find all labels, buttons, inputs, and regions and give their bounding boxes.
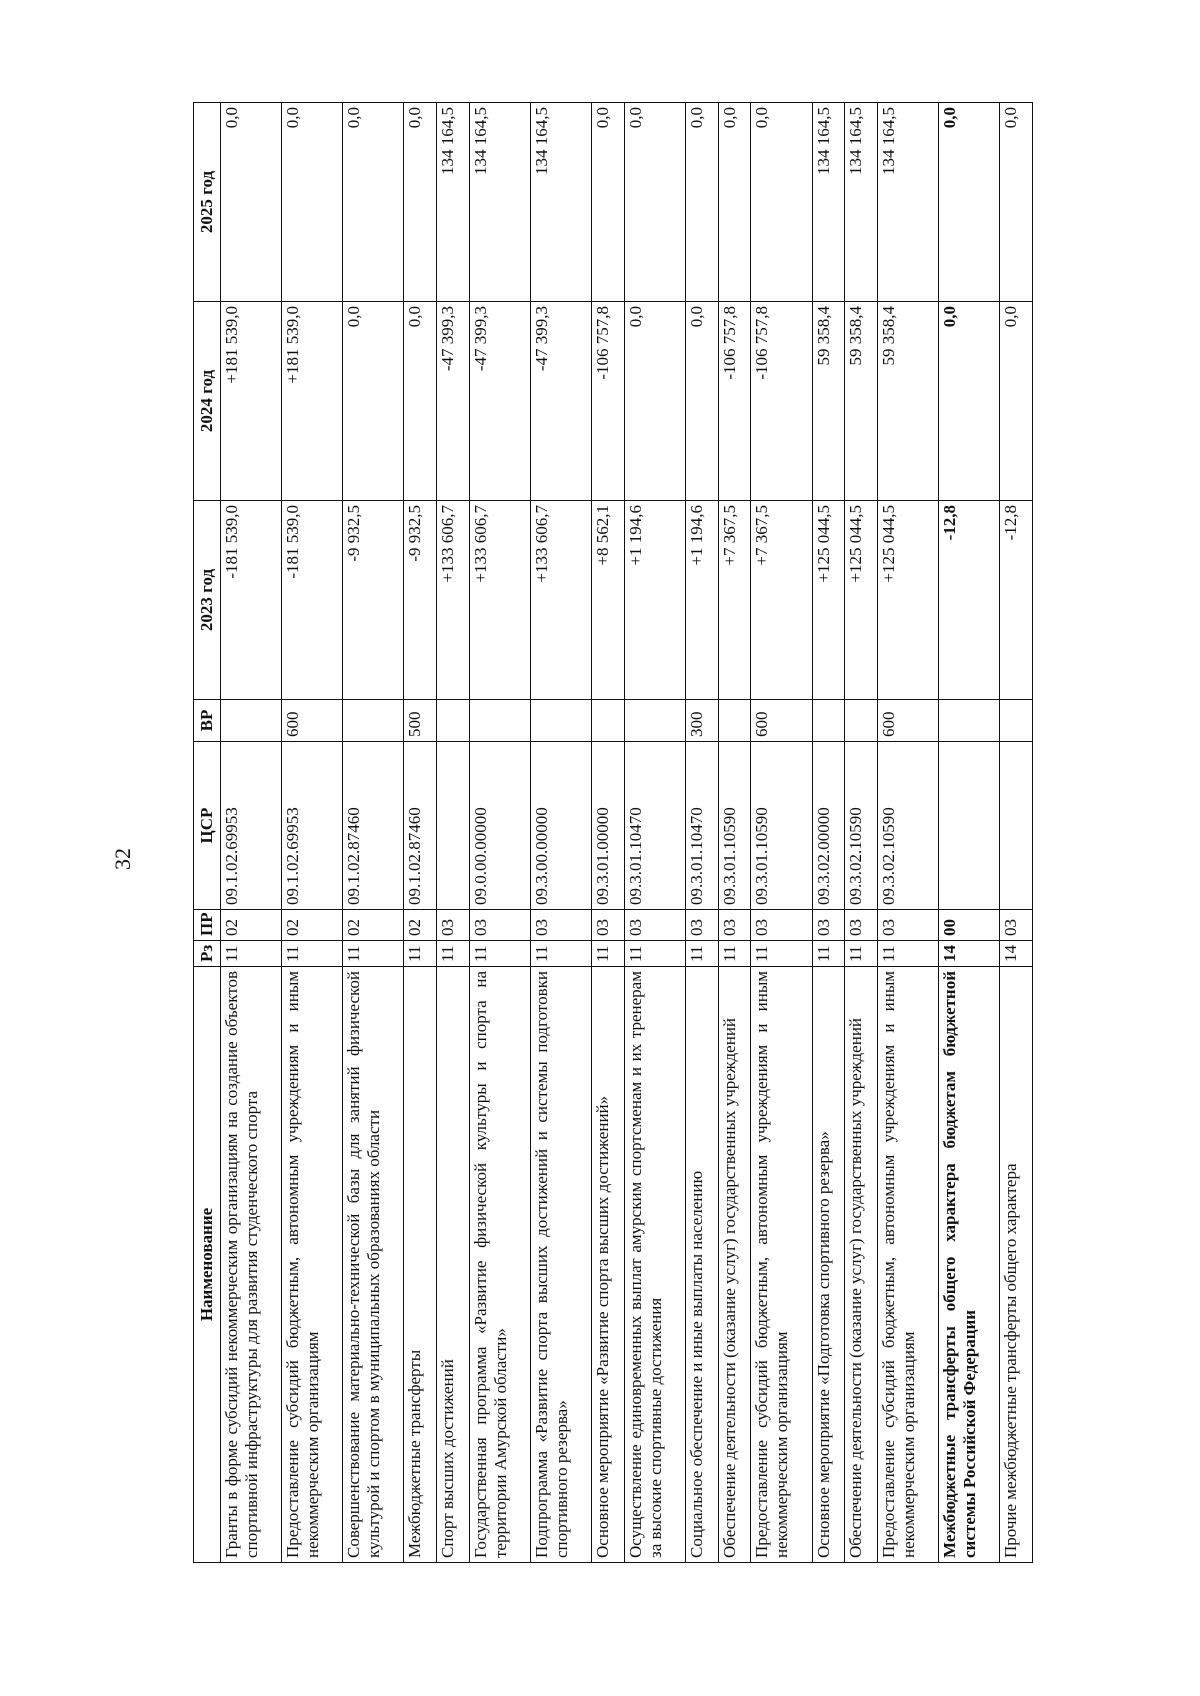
row-csr: 09.3.01.10590 (718, 742, 751, 910)
row-2024: -106 757,8 (592, 302, 625, 501)
row-vr (437, 700, 470, 742)
row-rz: 11 (221, 941, 282, 967)
row-vr (221, 700, 282, 742)
row-2023: +125 044,5 (877, 501, 938, 700)
row-2025: 134 164,5 (845, 103, 878, 302)
row-2025: 0,0 (624, 103, 685, 302)
row-vr: 600 (877, 700, 938, 742)
table-row (343, 103, 404, 1563)
row-2025: 0,0 (751, 103, 812, 302)
row-2023: +1 194,6 (685, 501, 718, 700)
row-csr: 09.0.00.00000 (469, 742, 530, 910)
header-vr: ВР (194, 700, 221, 742)
row-rz: 11 (530, 941, 591, 967)
row-rz: 11 (812, 941, 845, 967)
row-2023: +1 194,6 (624, 501, 685, 700)
table-row (282, 103, 343, 1563)
budget-table (193, 102, 1033, 1563)
row-rz: 11 (343, 941, 404, 967)
row-pr: 02 (221, 910, 282, 941)
row-2025: 134 164,5 (877, 103, 938, 302)
row-2023: +133 606,7 (469, 501, 530, 700)
row-2023: -181 539,0 (282, 501, 343, 700)
row-2024: 59 358,4 (812, 302, 845, 501)
row-csr: 09.1.02.87460 (343, 742, 404, 910)
row-2024: 0,0 (939, 302, 1000, 501)
row-vr: 300 (685, 700, 718, 742)
row-vr (343, 700, 404, 742)
row-rz: 11 (877, 941, 938, 967)
table-row (685, 103, 718, 1563)
row-csr: 09.3.02.10590 (845, 742, 878, 910)
row-pr: 03 (751, 910, 812, 941)
row-2023: +8 562,1 (592, 501, 625, 700)
row-vr: 500 (404, 700, 437, 742)
row-name: Обеспечение деятельности (оказание услуг) государственных учреждений (845, 967, 878, 1563)
row-2024: +181 539,0 (221, 302, 282, 501)
row-name: Гранты в форме субсидий некоммерческим организациям на создание объектов спортивной инфраструктуры для развития студенческого спорта (221, 967, 282, 1563)
row-2025: 134 164,5 (530, 103, 591, 302)
row-pr: 03 (437, 910, 470, 941)
row-pr: 03 (845, 910, 878, 941)
row-rz: 11 (404, 941, 437, 967)
row-rz: 14 (1000, 941, 1033, 967)
row-2023: +133 606,7 (530, 501, 591, 700)
row-rz: 11 (624, 941, 685, 967)
row-rz: 11 (469, 941, 530, 967)
row-rz: 11 (751, 941, 812, 967)
header-2025: 2025 год (194, 103, 221, 302)
row-name: Подпрограмма «Развитие спорта высших достижений и системы подготовки спортивного резерва» (530, 967, 591, 1563)
row-pr: 03 (469, 910, 530, 941)
row-2025: 134 164,5 (812, 103, 845, 302)
row-name: Осуществление единовременных выплат амурским спортсменам и их тренерам за высокие спортивные достижения (624, 967, 685, 1563)
row-name: Государственная программа «Развитие физической культуры и спорта на территории Амурской области» (469, 967, 530, 1563)
budget-table-container (193, 103, 1033, 1563)
row-rz: 11 (592, 941, 625, 967)
table-row (718, 103, 751, 1563)
row-csr (939, 742, 1000, 910)
row-pr: 02 (282, 910, 343, 941)
table-body (221, 103, 1033, 1563)
header-2024: 2024 год (194, 302, 221, 501)
row-csr: 09.3.01.10470 (685, 742, 718, 910)
row-name: Прочие межбюджетные трансферты общего характера (1000, 967, 1033, 1563)
row-vr (592, 700, 625, 742)
row-rz: 11 (282, 941, 343, 967)
row-name: Межбюджетные трансферты (404, 967, 437, 1563)
row-2024: -47 399,3 (469, 302, 530, 501)
row-vr: 600 (751, 700, 812, 742)
row-vr (845, 700, 878, 742)
row-2025: 0,0 (685, 103, 718, 302)
row-name: Обеспечение деятельности (оказание услуг) государственных учреждений (718, 967, 751, 1563)
row-2024: 0,0 (1000, 302, 1033, 501)
row-2023: -12,8 (1000, 501, 1033, 700)
row-2024: -106 757,8 (751, 302, 812, 501)
row-rz: 11 (845, 941, 878, 967)
row-csr: 09.1.02.69953 (282, 742, 343, 910)
row-2023: +125 044,5 (812, 501, 845, 700)
row-pr: 00 (939, 910, 1000, 941)
row-vr (530, 700, 591, 742)
row-2024: 0,0 (404, 302, 437, 501)
row-2023: -9 932,5 (404, 501, 437, 700)
table-row (939, 103, 1000, 1563)
table-row (221, 103, 282, 1563)
row-2023: +7 367,5 (718, 501, 751, 700)
row-pr: 03 (812, 910, 845, 941)
row-csr: 09.1.02.69953 (221, 742, 282, 910)
row-2025: 134 164,5 (437, 103, 470, 302)
row-2025: 0,0 (1000, 103, 1033, 302)
header-rz: Рз (194, 941, 221, 967)
row-csr: 09.3.02.10590 (877, 742, 938, 910)
row-2025: 134 164,5 (469, 103, 530, 302)
row-pr: 03 (592, 910, 625, 941)
row-name: Основное мероприятие «Развитие спорта высших достижений» (592, 967, 625, 1563)
row-2024: 0,0 (624, 302, 685, 501)
row-csr: 09.1.02.87460 (404, 742, 437, 910)
row-pr: 03 (877, 910, 938, 941)
row-csr: 09.3.01.00000 (592, 742, 625, 910)
row-vr (939, 700, 1000, 742)
row-name: Спорт высших достижений (437, 967, 470, 1563)
header-csr: ЦСР (194, 742, 221, 910)
row-2023: +7 367,5 (751, 501, 812, 700)
row-2023: -181 539,0 (221, 501, 282, 700)
row-2024: 59 358,4 (845, 302, 878, 501)
row-2025: 0,0 (343, 103, 404, 302)
row-2023: -12,8 (939, 501, 1000, 700)
row-csr: 09.3.01.10590 (751, 742, 812, 910)
table-row (437, 103, 470, 1563)
row-rz: 11 (685, 941, 718, 967)
row-vr (812, 700, 845, 742)
row-2024: 59 358,4 (877, 302, 938, 501)
table-row (845, 103, 878, 1563)
row-csr: 09.3.02.00000 (812, 742, 845, 910)
row-rz: 14 (939, 941, 1000, 967)
row-vr (624, 700, 685, 742)
row-csr: 09.3.01.10470 (624, 742, 685, 910)
row-csr: 09.3.00.00000 (530, 742, 591, 910)
row-name: Предоставление субсидий бюджетным, автономным учреждениям и иным некоммерческим организациям (751, 967, 812, 1563)
row-2025: 0,0 (592, 103, 625, 302)
table-row (624, 103, 685, 1563)
row-2023: +125 044,5 (845, 501, 878, 700)
header-2023: 2023 год (194, 501, 221, 700)
row-vr: 600 (282, 700, 343, 742)
row-2024: -47 399,3 (530, 302, 591, 501)
table-row (592, 103, 625, 1563)
row-vr (718, 700, 751, 742)
row-2025: 0,0 (939, 103, 1000, 302)
row-2023: +133 606,7 (437, 501, 470, 700)
table-header-row (194, 103, 221, 1563)
table-row (530, 103, 591, 1563)
row-2025: 0,0 (282, 103, 343, 302)
table-row (469, 103, 530, 1563)
row-name: Предоставление субсидий бюджетным, автономным учреждениям и иным некоммерческим организациям (877, 967, 938, 1563)
row-csr (1000, 742, 1033, 910)
row-vr (469, 700, 530, 742)
header-name: Наименование (194, 967, 221, 1563)
table-row (404, 103, 437, 1563)
table-row (877, 103, 938, 1563)
table-row (1000, 103, 1033, 1563)
row-csr (437, 742, 470, 910)
row-2025: 0,0 (404, 103, 437, 302)
row-2023: -9 932,5 (343, 501, 404, 700)
header-pr: ПР (194, 910, 221, 941)
row-name: Основное мероприятие «Подготовка спортивного резерва» (812, 967, 845, 1563)
row-pr: 03 (624, 910, 685, 941)
page-number: 32 (110, 848, 135, 870)
row-2025: 0,0 (221, 103, 282, 302)
row-2024: 0,0 (343, 302, 404, 501)
table-row (751, 103, 812, 1563)
row-pr: 03 (530, 910, 591, 941)
row-2024: +181 539,0 (282, 302, 343, 501)
row-pr: 03 (718, 910, 751, 941)
row-2024: -106 757,8 (718, 302, 751, 501)
row-pr: 03 (1000, 910, 1033, 941)
row-pr: 02 (404, 910, 437, 941)
row-2025: 0,0 (718, 103, 751, 302)
row-name: Социальное обеспечение и иные выплаты населению (685, 967, 718, 1563)
row-name: Предоставление субсидий бюджетным, автономным учреждениям и иным некоммерческим организациям (282, 967, 343, 1563)
row-rz: 11 (437, 941, 470, 967)
table-row (812, 103, 845, 1563)
row-2024: 0,0 (685, 302, 718, 501)
row-name: Совершенствование материально-технической базы для занятий физической культурой и спортом в муниципальных образованиях области (343, 967, 404, 1563)
row-pr: 03 (685, 910, 718, 941)
row-2024: -47 399,3 (437, 302, 470, 501)
row-name: Межбюджетные трансферты общего характера бюджетам бюджетной системы Российской Федерации (939, 967, 1000, 1563)
row-rz: 11 (718, 941, 751, 967)
row-vr (1000, 700, 1033, 742)
row-pr: 02 (343, 910, 404, 941)
